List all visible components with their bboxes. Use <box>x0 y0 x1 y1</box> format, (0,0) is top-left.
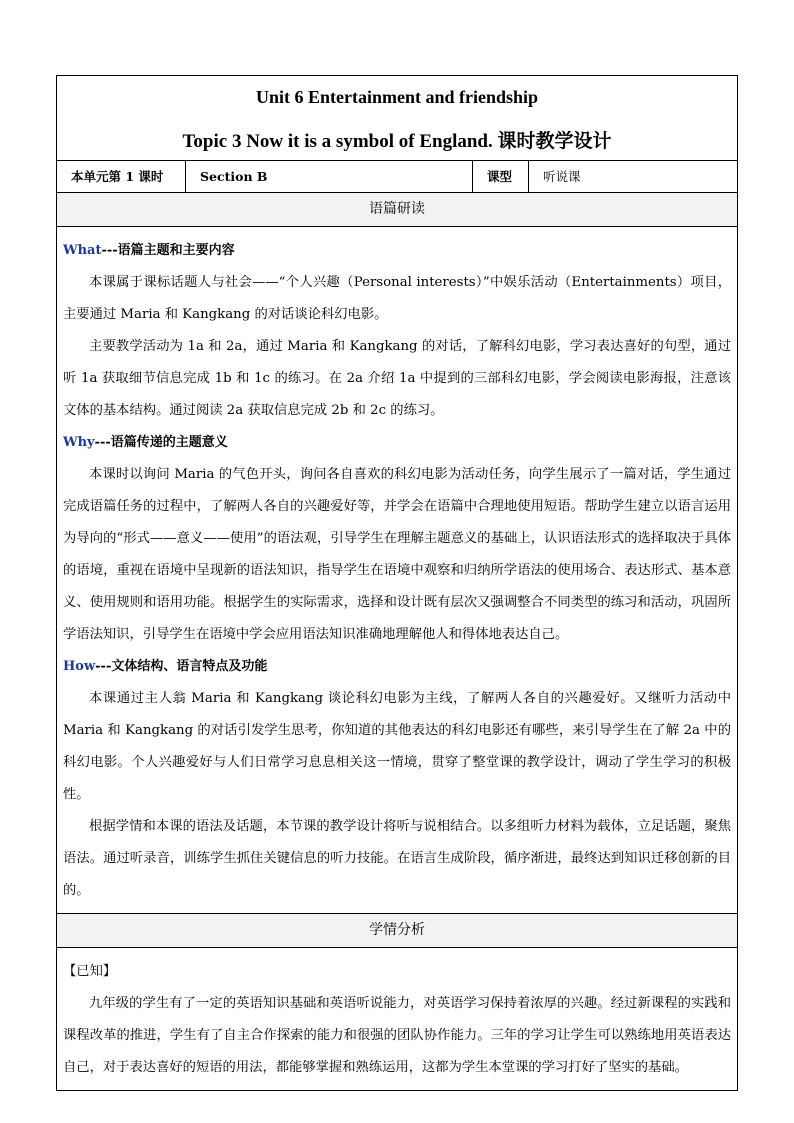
text-study-content <box>57 227 737 913</box>
why-paragraph-1: 本课时以询问 Maria 的气色开头，询问各自喜欢的科幻电影为活动任务，向学生展示了一篇对话，学生通过完成语篇任务的过程中，了解两人各自的兴趣爱好等，并学会在语篇中合理地使用短语。帮助学生建立以语言运用为导向的“形式——意义——使用”的语法观，引导学生在理解主题意义的基础上，认识语法形式的选择取决于具体的语境，重视在语境中呈现新的语法知识，指导学生在语境中观察和归纳所学语法的使用场合、表达形式、基本意义、使用规则和语用功能。根据学生的实际需求，选择和设计既有层次又强调整合不同类型的练习和活动，巩固所学语法知识，引导学生在语境中学会应用语法知识准确地理解他人和得体地表达自己。 <box>63 467 731 642</box>
what-paragraph-1: 本课属于课标话题人与社会——“个人兴趣（Personal interests）”中娱乐活动（Entertainments）项目，主要通过 Maria 和 Kangkang 的对话谈论科幻电影。 <box>63 275 731 322</box>
learner-analysis-content <box>57 948 737 1090</box>
lesson-plan-table <box>56 75 738 1091</box>
unit-title: Unit 6 Entertainment and friendship <box>255 87 539 107</box>
how-paragraph-2: 根据学情和本课的语法及话题，本节课的教学设计将听与说相结合。以多组听力材料为载体，立足话题，聚焦语法。通过听录音，训练学生抓住关键信息的听力技能。在语言生成阶段，循序渐进，最终达到知识迁移创新的目的。 <box>63 819 731 898</box>
known-paragraph-1: 九年级的学生有了一定的英语知识基础和英语听说能力，对英语学习保持着浓厚的兴趣。经过新课程的实践和课程改革的推进，学生有了自主合作探索的能力和很强的团队协作能力。三年的学习让学生可以熟练地用英语表达自己，对于表达喜好的短语的用法，都能够掌握和熟练运用，这都为学生本堂课的学习打好了坚实的基础。 <box>63 996 731 1075</box>
known-label: 【已知】 <box>63 964 117 979</box>
learner-analysis-heading: 学情分析 <box>57 913 737 948</box>
lesson-type-value: 听说课 <box>543 169 581 184</box>
what-label-en: What <box>63 243 102 258</box>
text-study-heading: 语篇研读 <box>57 193 737 227</box>
title-block <box>57 76 737 161</box>
how-label <box>63 651 731 683</box>
lesson-number: 本单元第 1 课时 <box>57 161 186 192</box>
what-paragraph-2: 主要教学活动为 1a 和 2a，通过 Maria 和 Kangkang 的对话，了解科幻电影，学习表达喜好的句型，通过听 1a 获取细节信息完成 1b 和 1c 的练习。在 2a 介绍 1a 中提到的三部科幻电影，学会阅读电影海报，注意该文体的基本结构。通过阅读 2a 获取信息完成 2b 和 2c 的练习。 <box>63 339 731 418</box>
what-label-title: ---语篇主题和主要内容 <box>101 243 235 258</box>
meta-row <box>57 161 737 193</box>
how-label-title: ---文体结构、语言特点及功能 <box>95 659 268 674</box>
why-label <box>63 427 731 459</box>
lesson-type-label: 课型 <box>473 161 529 192</box>
topic-title: Topic 3 Now it is a symbol of England. 课时教学设计 <box>182 131 612 152</box>
why-label-en: Why <box>63 435 95 450</box>
section-name: Section B <box>186 161 473 192</box>
why-label-title: ---语篇传递的主题意义 <box>94 435 228 450</box>
how-label-en: How <box>63 659 96 674</box>
what-label <box>63 235 731 267</box>
how-paragraph-1: 本课通过主人翁 Maria 和 Kangkang 谈论科幻电影为主线，了解两人各自的兴趣爱好。又继听力活动中 Maria 和 Kangkang 的对话引发学生思考，你知道的其他表达的科幻电影还有哪些，来引导学生在了解 2a 中的科幻电影。个人兴趣爱好与人们日常学习息息相关这一情境，贯穿了整堂课的教学设计，调动了学生学习的积极性。 <box>63 691 731 802</box>
